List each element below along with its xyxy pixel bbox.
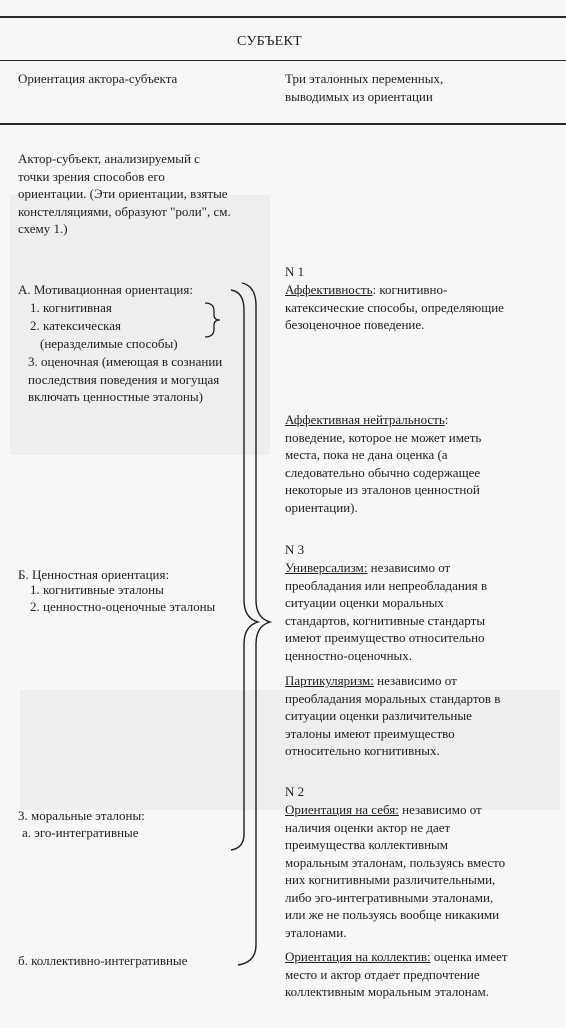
col-right-heading: Три эталонных переменных, выводимых из ориентации [285,71,444,104]
collective-orientation-term: Ориентация на коллектив: [285,949,431,964]
particularism-block [285,672,560,760]
a-item-note: (неразделимые способы) [40,336,178,351]
self-orientation-text: независимо от наличия оценки актор не дает преимущества коллективным моральным эталонам, пользуясь вместо них когнитивными различительными, либо эго-интегративными эталонами, или же не пользуясь вообще никакими эталонами. [285,802,506,940]
n1-label: N 1 [285,264,305,279]
intro-text: Актор-субъект, анализируемый с точки зрения способов его ориентации. (Эти ориентации, взятые констелляциями, образуют "роли", см. схему 1.) [18,151,231,236]
self-orientation-term: Ориентация на себя: [285,802,399,817]
collective-orientation-text: оценка имеет место и актор отдает предпочтение коллективным моральным эталонам. [285,949,508,999]
a-item-2: 2. катексическая [30,318,121,333]
n2-label: N 2 [285,784,305,799]
affectivity-term: Аффективность [285,282,373,297]
a-item-3: 3. оценочная (имеющая в сознании последствия поведения и могущая включать ценностные эталоны) [28,354,223,404]
universalism-block [285,559,560,664]
self-orientation-block [285,801,560,941]
a-item-1: 1. когнитивная [30,300,112,315]
particularism-text: независимо от преобладания моральных стандартов в ситуации оценки различительные эталоны имеют преимущество относительно когнитивных. [285,673,501,758]
section-b-title: Б. Ценностная ориентация: [18,567,170,582]
b-item-2: 2. ценностно-оценочные эталоны [30,599,216,614]
page-title: СУБЪЕКТ [237,34,302,49]
universalism-term: Универсализм: [285,560,368,575]
neutrality-text: : поведение, которое не может иметь места, пока не дана оценка (а следовательно обычно содержащее некоторые из эталонов ценностной ориентации). [285,412,482,515]
section-a-title: А. Мотивационная ориентация: [18,282,193,297]
neutrality-block [285,411,560,516]
section-c-title: 3. моральные эталоны: [18,808,145,823]
n3-label: N 3 [285,542,305,557]
universalism-text: независимо от преобладания или непреобладания в ситуации оценки моральных стандартов, когнитивные стандарты имеют преимущество относительно ценностно-оценочных. [285,560,488,663]
col-left-heading: Ориентация актора-субъекта [18,71,178,86]
neutrality-term: Аффективная нейтральность [285,412,445,427]
c-item-b: б. коллективно-интегративные [18,953,188,968]
affectivity-text: : когнитивно- катексические способы, определяющие безоценочное поведение. [285,282,504,332]
collective-orientation-block [285,948,563,1001]
affectivity-block [285,281,560,334]
b-item-1: 1. когнитивные эталоны [30,582,164,597]
c-item-a: а. эго-интегративные [22,825,139,840]
particularism-term: Партикуляризм: [285,673,374,688]
